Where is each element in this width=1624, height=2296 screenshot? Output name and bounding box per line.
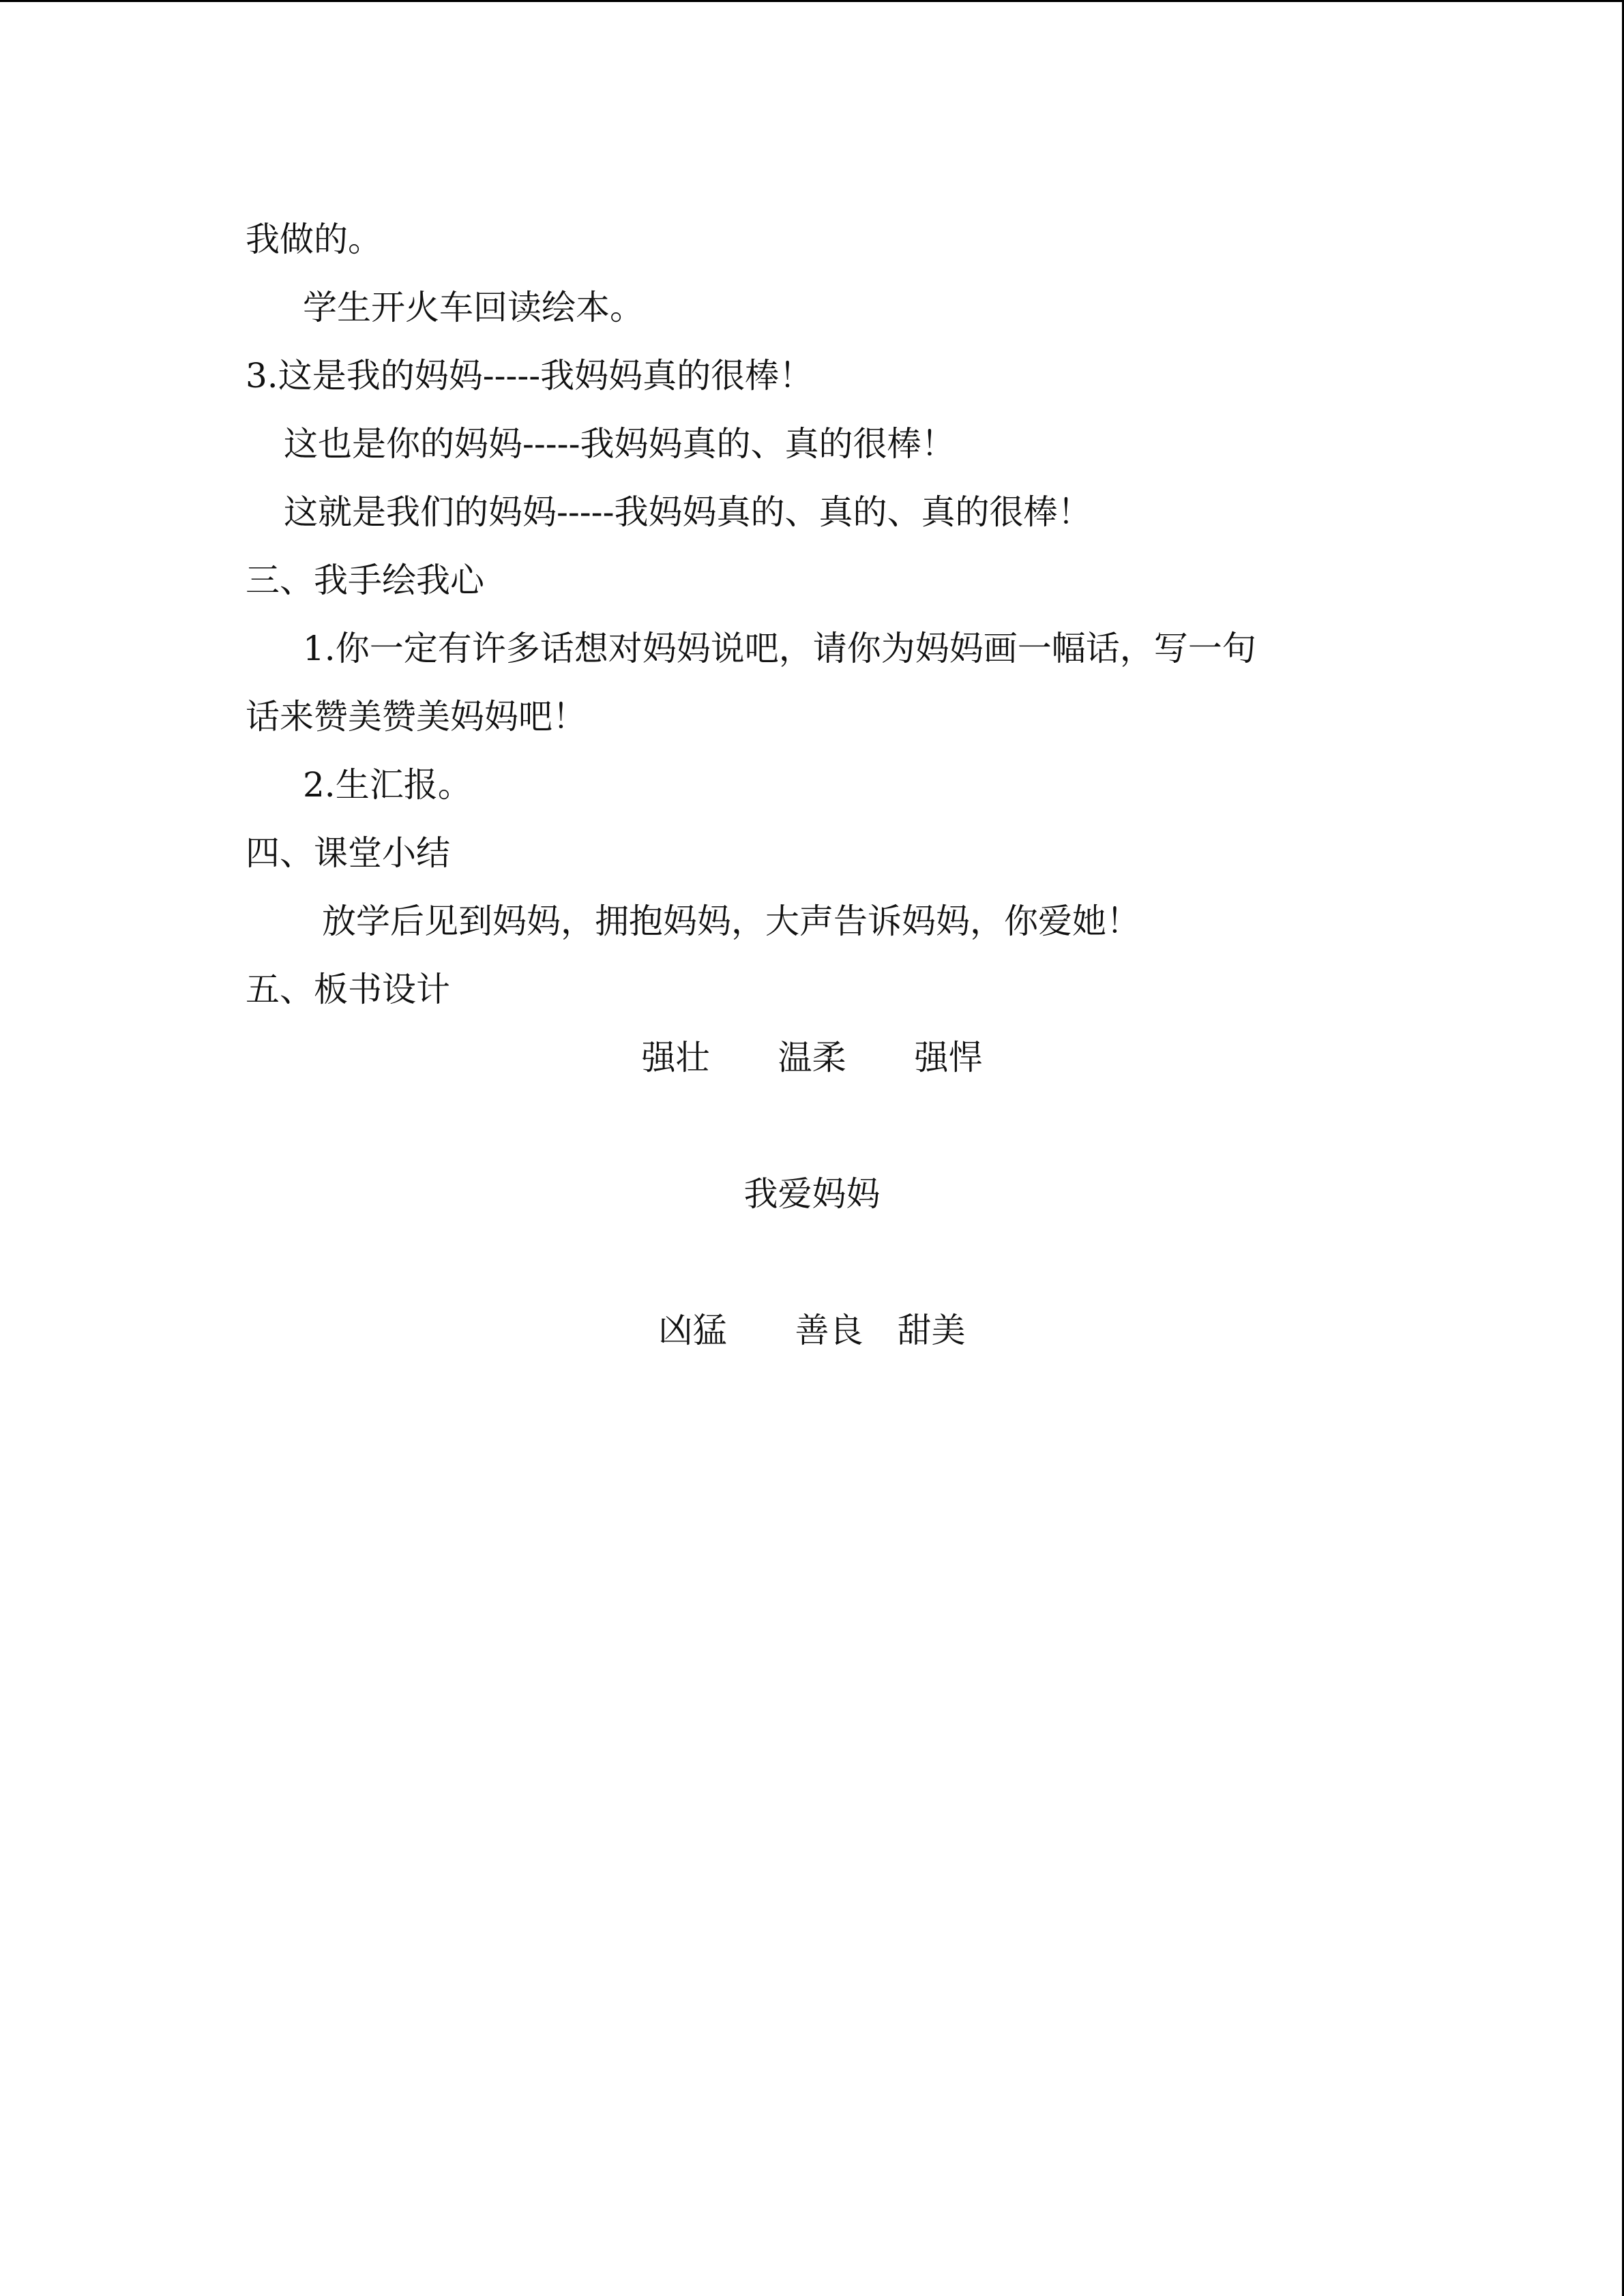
board-bottom-words: 凶猛 善良 甜美 (658, 1311, 966, 1350)
text-line: 我做的。 (246, 220, 382, 259)
text-line: 话来赞美赞美妈妈吧！ (246, 697, 587, 736)
section-heading: 三、我手绘我心 (246, 561, 484, 600)
text-line: 1.你一定有许多话想对妈妈说吧，请你为妈妈画一幅话，写一句 (303, 629, 1256, 668)
text-line: 这也是你的妈妈-----我妈妈真的、真的很棒！ (284, 424, 956, 464)
text-line: 学生开火车回读绘本。 (303, 288, 644, 327)
section-heading: 五、板书设计 (246, 970, 450, 1009)
text-line: 2.生汇报。 (303, 765, 472, 805)
board-center-title: 我爱妈妈 (743, 1174, 881, 1214)
board-top-words: 强壮 温柔 强悍 (641, 1038, 983, 1077)
text-line: 3.这是我的妈妈-----我妈妈真的很棒！ (246, 356, 814, 396)
text-line: 放学后见到妈妈，拥抱妈妈，大声告诉妈妈，你爱她！ (322, 901, 1140, 941)
section-heading: 四、课堂小结 (246, 833, 450, 873)
text-line: 这就是我们的妈妈-----我妈妈真的、真的、真的很棒！ (284, 492, 1092, 532)
